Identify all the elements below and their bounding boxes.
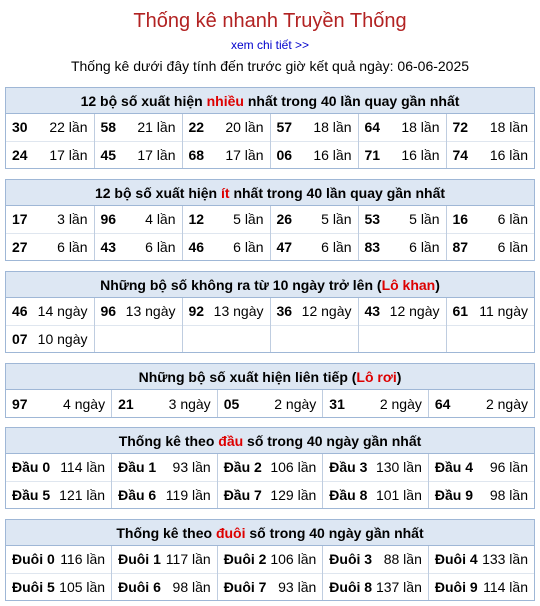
stat-cell [94, 298, 182, 325]
section-title-highlight: Lô khan [381, 277, 436, 293]
stat-count: 3 ngày [168, 395, 211, 412]
stat-number: 64 [434, 395, 451, 412]
stat-number: 46 [12, 303, 28, 320]
stat-count: 17 lần [225, 146, 264, 163]
stat-count: 6 lần [409, 238, 440, 255]
stat-number: Đuôi 7 [223, 578, 267, 595]
stat-cell [270, 233, 358, 260]
stat-count: 130 lần [375, 459, 422, 476]
section-title-highlight: nhiều [206, 93, 244, 109]
section-title-text: ) [396, 369, 402, 385]
stat-cell [323, 546, 429, 573]
stat-number: 53 [364, 211, 381, 228]
stat-cell [6, 573, 112, 600]
stat-cell [358, 114, 446, 141]
stat-cell [446, 141, 534, 168]
stat-number: 12 [188, 211, 205, 228]
stat-number: Đầu 2 [223, 459, 262, 476]
section-duoi-stats [5, 519, 535, 601]
stat-count: 114 lần [60, 459, 106, 476]
stat-number: Đuôi 0 [12, 551, 55, 568]
table-row [6, 298, 534, 325]
stat-count: 4 lần [145, 211, 176, 228]
stat-cell [94, 114, 182, 141]
stat-number: 27 [12, 238, 28, 255]
section-title-text: Thống kê theo [118, 433, 219, 449]
stat-cell [270, 298, 358, 325]
stat-number: Đuôi 5 [12, 578, 55, 595]
stat-number: Đuôi 6 [118, 578, 161, 595]
stat-count: 17 lần [137, 146, 176, 163]
stat-cell [182, 325, 270, 352]
stat-cell [217, 481, 323, 508]
table-row [6, 233, 534, 260]
section-title-text: số trong 40 ngày gần nhất [243, 433, 422, 449]
stat-cell [112, 573, 218, 600]
stat-count: 5 lần [233, 211, 264, 228]
stat-cell [428, 481, 534, 508]
stat-count: 5 lần [409, 211, 440, 228]
stat-count: 18 lần [313, 119, 352, 136]
stat-number: 30 [12, 119, 28, 136]
stat-number: 21 [118, 395, 134, 412]
stat-count: 117 lần [165, 551, 211, 568]
stat-number: Đuôi 3 [329, 551, 373, 568]
table-row [6, 454, 534, 481]
stat-count: 129 lần [270, 486, 317, 503]
stat-number: 96 [100, 211, 117, 228]
stat-number: 74 [452, 146, 469, 163]
stat-number: 83 [364, 238, 381, 255]
stat-number: 96 [100, 303, 117, 320]
stat-count: 105 lần [59, 578, 106, 595]
stat-count: 4 ngày [63, 395, 106, 412]
section-title-highlight: đuôi [215, 525, 246, 541]
stat-count: 13 ngày [213, 303, 264, 320]
stat-cell [428, 546, 534, 573]
table-row [6, 141, 534, 168]
stat-cell [6, 390, 112, 417]
stat-count: 106 lần [270, 551, 317, 568]
stat-number: 97 [12, 395, 28, 412]
stat-number: Đầu 8 [329, 486, 368, 503]
stat-count: 114 lần [483, 578, 528, 595]
section-title [6, 364, 534, 390]
section-title-highlight: ít [221, 185, 230, 201]
stat-number: Đầu 3 [329, 459, 368, 476]
stat-number: 05 [223, 395, 240, 412]
stat-cell [446, 114, 534, 141]
section-title-highlight: đầu [218, 433, 244, 449]
stat-cell [6, 206, 94, 233]
stat-cell [6, 481, 112, 508]
stat-number: Đuôi 8 [329, 578, 373, 595]
stat-count: 14 ngày [37, 303, 88, 320]
section-title-text: Những bộ số xuất hiện liên tiếp ( [138, 369, 357, 385]
section-title-text: 12 bộ số xuất hiện [80, 93, 207, 109]
stat-cell [358, 206, 446, 233]
stat-cell [323, 573, 429, 600]
section-title-highlight: Lô rơi [356, 369, 397, 385]
page-title: Thống kê nhanh Truyền Thống [133, 10, 407, 32]
stat-count: 2 ngày [485, 395, 528, 412]
stat-number: 57 [276, 119, 293, 136]
view-details-link[interactable]: xem chi tiết >> [230, 38, 310, 52]
section-title-text: số trong 40 ngày gần nhất [245, 525, 424, 541]
stat-cell [428, 573, 534, 600]
stat-number: 47 [276, 238, 293, 255]
stat-count: 116 lần [60, 551, 106, 568]
stat-count: 16 lần [401, 146, 440, 163]
stat-count: 13 ngày [125, 303, 176, 320]
table-row [6, 206, 534, 233]
stat-cell [94, 206, 182, 233]
stat-count: 18 lần [489, 119, 528, 136]
stat-cell [446, 325, 534, 352]
section-title [6, 428, 534, 454]
stat-number: 46 [188, 238, 205, 255]
stat-count: 98 lần [489, 486, 528, 503]
stat-count: 5 lần [321, 211, 352, 228]
stat-number: 06 [276, 146, 293, 163]
stat-cell [323, 390, 429, 417]
stat-count: 2 ngày [379, 395, 422, 412]
stat-number: Đầu 1 [118, 459, 157, 476]
stat-number: 45 [100, 146, 117, 163]
stat-number: 07 [12, 330, 28, 347]
stat-cell [323, 481, 429, 508]
stat-count: 96 lần [489, 459, 528, 476]
stat-cell [446, 298, 534, 325]
table-row [6, 546, 534, 573]
stat-count: 6 lần [233, 238, 264, 255]
stat-number: Đầu 6 [118, 486, 157, 503]
stat-cell [358, 298, 446, 325]
stat-cell [182, 233, 270, 260]
stat-count: 16 lần [313, 146, 352, 163]
stat-cell [428, 454, 534, 481]
stat-cell [6, 141, 94, 168]
stat-cell [6, 114, 94, 141]
stat-count: 12 ngày [301, 303, 352, 320]
stat-cell [358, 325, 446, 352]
stat-number: 26 [276, 211, 293, 228]
stats-table [6, 206, 534, 260]
stat-cell [358, 233, 446, 260]
stat-count: 20 lần [225, 119, 264, 136]
stat-count: 12 ngày [389, 303, 440, 320]
stat-number: 22 [188, 119, 205, 136]
stat-cell [323, 454, 429, 481]
stat-count: 6 lần [497, 211, 528, 228]
stat-cell [112, 454, 218, 481]
table-row [6, 573, 534, 600]
stat-cell [270, 114, 358, 141]
stat-count: 16 lần [489, 146, 528, 163]
stat-cell [182, 298, 270, 325]
page-subtitle: Thống kê dưới đây tính đến trước giờ kết quả ngày: 06-06-2025 [70, 58, 470, 74]
stat-number: 68 [188, 146, 205, 163]
stat-number: 58 [100, 119, 117, 136]
stat-cell [6, 546, 112, 573]
stat-count: 106 lần [270, 459, 317, 476]
stat-number: 43 [100, 238, 117, 255]
section-title-text: ) [435, 277, 440, 293]
stat-cell [217, 573, 323, 600]
stat-number: Đầu 5 [12, 486, 51, 503]
stat-cell [94, 233, 182, 260]
stat-number: Đầu 9 [434, 486, 473, 503]
stat-number: 17 [12, 211, 28, 228]
stat-number: Đuôi 1 [118, 551, 161, 568]
section-least-frequent [5, 179, 535, 261]
stat-count: 98 lần [172, 578, 211, 595]
stat-count: 17 lần [49, 146, 88, 163]
stats-table [6, 298, 534, 352]
stat-count: 3 lần [57, 211, 88, 228]
stat-cell [358, 141, 446, 168]
stat-count: 6 lần [145, 238, 176, 255]
section-title-text: nhất trong 40 lần quay gần nhất [229, 185, 446, 201]
table-row [6, 325, 534, 352]
stat-number: Đầu 7 [223, 486, 262, 503]
stat-count: 93 lần [172, 459, 211, 476]
stat-cell [6, 233, 94, 260]
stat-cell [94, 141, 182, 168]
stat-cell [446, 233, 534, 260]
stat-number: Đuôi 9 [434, 578, 478, 595]
section-title [6, 272, 534, 298]
stat-cell [6, 298, 94, 325]
stat-number: 87 [452, 238, 469, 255]
section-most-frequent [5, 87, 535, 169]
section-title [6, 88, 534, 114]
stat-cell [6, 454, 112, 481]
stat-number: Đuôi 2 [223, 551, 267, 568]
stat-count: 10 ngày [37, 330, 88, 347]
stat-number: 71 [364, 146, 381, 163]
stat-count: 119 lần [165, 486, 211, 503]
stat-number: Đầu 4 [434, 459, 473, 476]
stat-number: Đuôi 4 [434, 551, 478, 568]
stat-number: 64 [364, 119, 381, 136]
section-title-text: Những bộ số không ra từ 10 ngày trở lên ( [100, 277, 382, 293]
section-title [6, 180, 534, 206]
stat-cell [94, 325, 182, 352]
stat-number: 16 [452, 211, 469, 228]
section-title-text: Thống kê theo [116, 525, 216, 541]
stat-count: 18 lần [401, 119, 440, 136]
stats-table [6, 114, 534, 168]
stat-cell [112, 390, 218, 417]
table-row [6, 114, 534, 141]
stat-count: 6 lần [321, 238, 352, 255]
stat-count: 93 lần [278, 578, 317, 595]
table-row [6, 481, 534, 508]
stat-number: 43 [364, 303, 381, 320]
stat-cell [182, 206, 270, 233]
stat-cell [112, 481, 218, 508]
stat-count: 88 lần [383, 551, 422, 568]
stat-cell [270, 206, 358, 233]
stat-number: 61 [452, 303, 469, 320]
stat-number: 72 [452, 119, 469, 136]
stat-count: 6 lần [57, 238, 88, 255]
stat-cell [182, 114, 270, 141]
table-row [6, 390, 534, 417]
section-title-text: 12 bộ số xuất hiện [94, 185, 221, 201]
stat-number: Đầu 0 [12, 459, 51, 476]
stat-cell [182, 141, 270, 168]
stat-number: 92 [188, 303, 205, 320]
stat-cell [217, 454, 323, 481]
section-dau-stats [5, 427, 535, 509]
stat-count: 6 lần [497, 238, 528, 255]
stats-table [6, 454, 534, 508]
stat-count: 137 lần [375, 578, 422, 595]
stat-count: 121 lần [59, 486, 106, 503]
stats-table [6, 546, 534, 600]
section-title-text: nhất trong 40 lần quay gần nhất [243, 93, 460, 109]
stat-cell [217, 546, 323, 573]
stat-cell [6, 325, 94, 352]
stat-count: 22 lần [49, 119, 88, 136]
stats-table [6, 390, 534, 417]
stat-cell [446, 206, 534, 233]
stat-count: 101 lần [375, 486, 422, 503]
stat-count: 11 ngày [479, 303, 528, 320]
stat-number: 36 [276, 303, 293, 320]
stat-cell [270, 325, 358, 352]
stat-count: 2 ngày [274, 395, 317, 412]
stat-cell [112, 546, 218, 573]
section-title [6, 520, 534, 546]
stat-cell [428, 390, 534, 417]
section-lo-roi [5, 363, 535, 418]
stat-number: 31 [329, 395, 345, 412]
stat-cell [270, 141, 358, 168]
stat-cell [217, 390, 323, 417]
stat-number: 24 [12, 146, 28, 163]
section-lo-khan [5, 271, 535, 353]
stat-count: 21 lần [137, 119, 176, 136]
stat-count: 133 lần [482, 551, 528, 568]
